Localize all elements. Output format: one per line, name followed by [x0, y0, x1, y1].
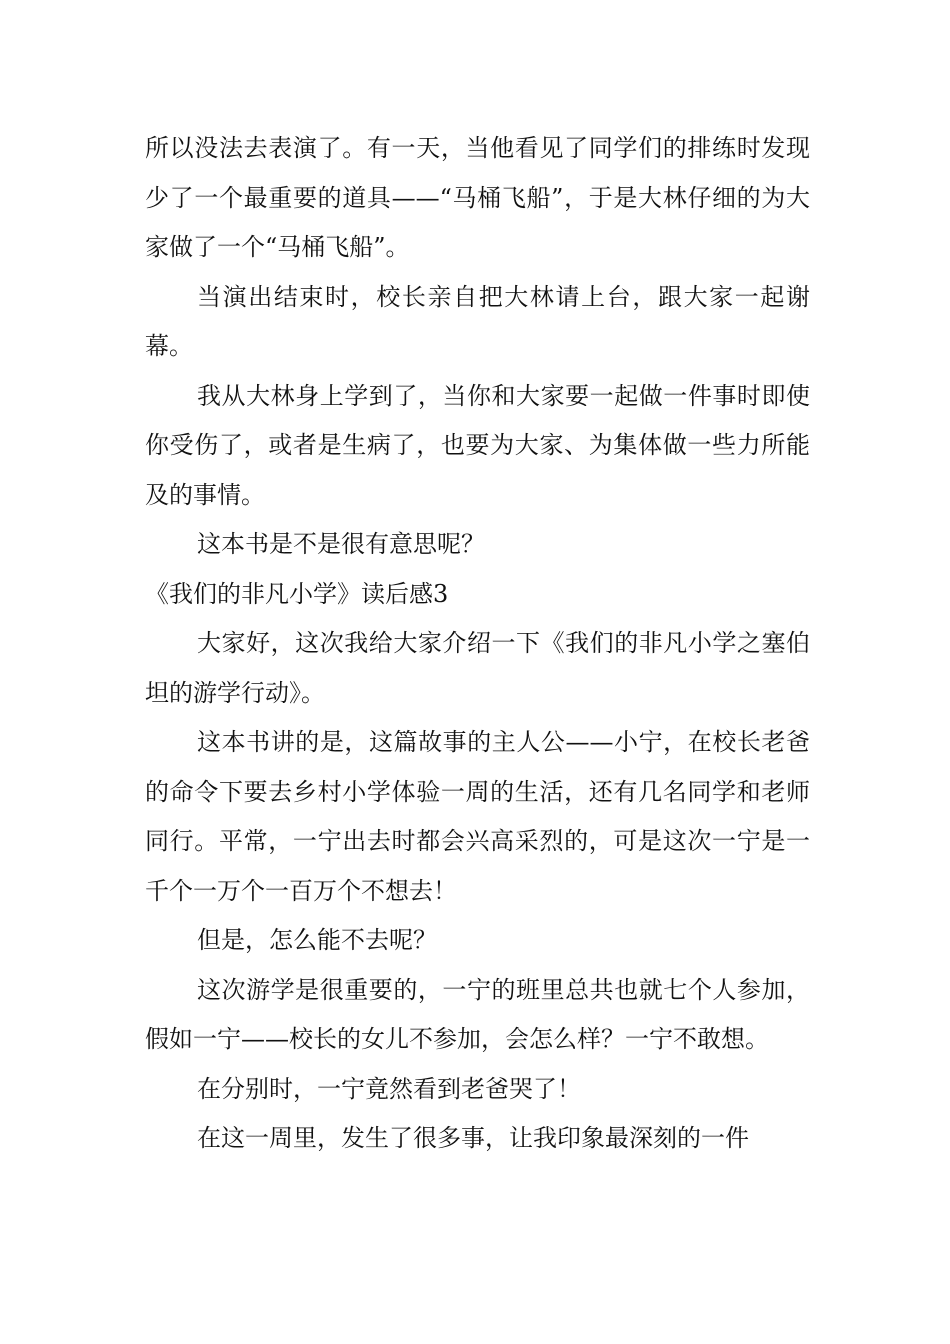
paragraph-8: 这次游学是很重要的，一宁的班里总共也就七个人参加，假如一宁——校长的女儿不参加，会怎么样？一宁不敢想。: [145, 975, 810, 1053]
paragraph-5: 大家好，这次我给大家介绍一下《我们的非凡小学之塞伯坦的游学行动》。: [145, 629, 810, 707]
paragraph-6: 这本书讲的是，这篇故事的主人公——小宁，在校长老爸的命令下要去乡村小学体验一周的生活，还有几名同学和老师同行。平常，一宁出去时都会兴高采烈的，可是这次一宁是一千个一万个一百万个不想去！: [145, 728, 810, 905]
paragraph-3: 我从大林身上学到了，当你和大家要一起做一件事时即使你受伤了，或者是生病了，也要为大家、为集体做一些力所能及的事情。: [145, 381, 810, 509]
document-body: [145, 124, 810, 1164]
paragraph-10: 在这一周里，发生了很多事，让我印象最深刻的一件: [197, 1124, 749, 1152]
paragraph-9: 在分别时，一宁竟然看到老爸哭了！: [197, 1074, 581, 1103]
paragraph-4: 这本书是不是很有意思呢？: [197, 530, 485, 558]
paragraph-1: 所以没法去表演了。有一天，当他看见了同学们的排练时发现少了一个最重要的道具——“马桶飞船”，于是大林仔细的为大家做了一个“马桶飞船”。: [145, 134, 810, 261]
section-heading: 《我们的非凡小学》读后感3: [145, 579, 449, 608]
paragraph-7: 但是，怎么能不去呢？: [197, 926, 437, 954]
paragraph-2: 当演出结束时，校长亲自把大林请上台，跟大家一起谢幕。: [145, 282, 810, 360]
